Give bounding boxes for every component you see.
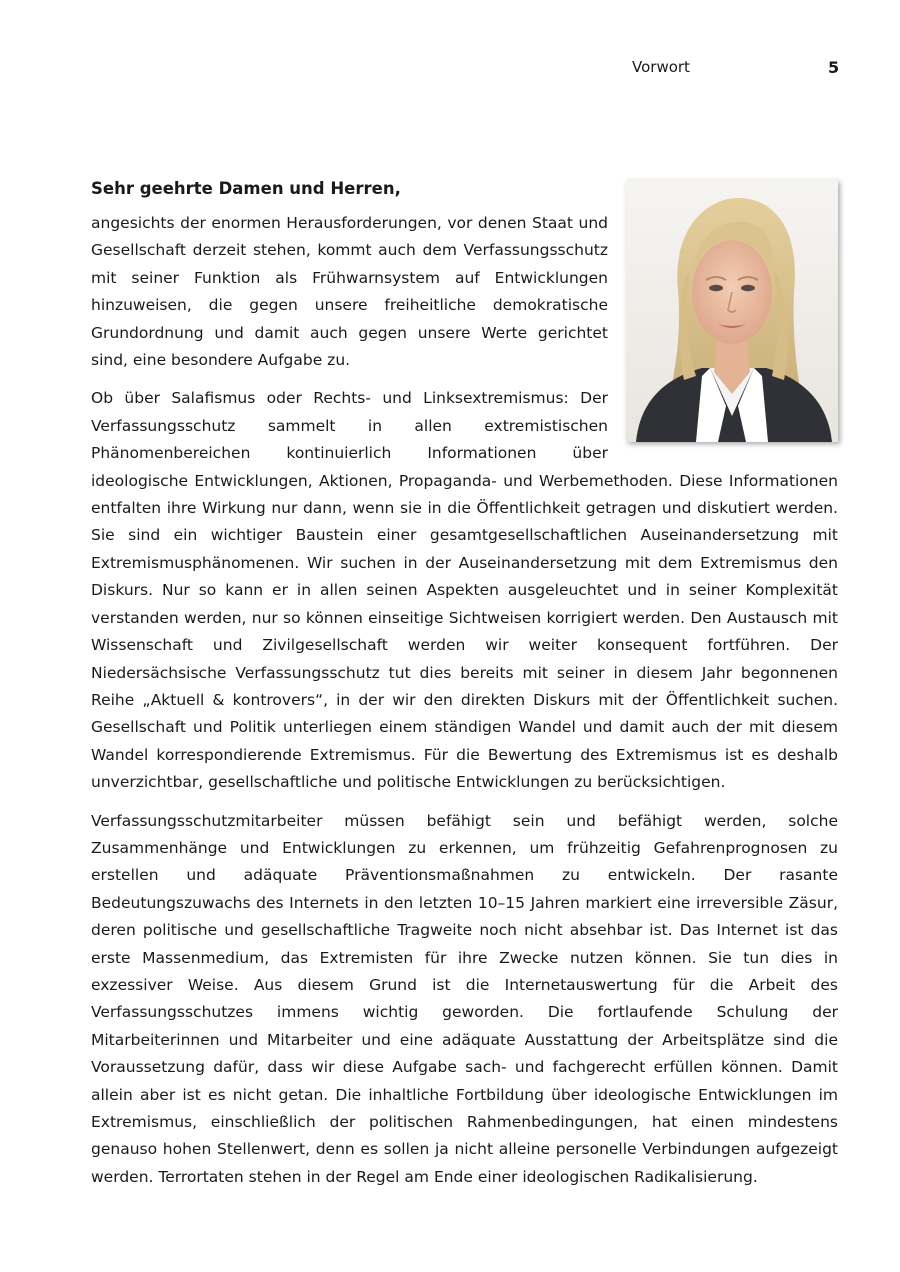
page-number: 5 <box>828 58 840 77</box>
author-portrait <box>626 180 838 442</box>
paragraph-2: Ob über Salafismus oder Rechts- und Linksextremismus: Der Verfassungsschutz sammelt in allen extremistischen Phänomenbereichen kontinuierlich Informationen über ideologische Entwicklungen, Aktionen, Propaganda- und Werbemethoden. Diese Informationen entfalten ihre Wirkung nur dann, wenn sie in die Öffentlichkeit getragen und diskutiert werden. Sie sind ein wichtiger Baustein einer gesamtgesellschaftlichen Auseinandersetzung mit Extremismusphänomenen. Wir suchen in der Auseinandersetzung mit dem Extremismus den Diskurs. Nur so kann er in allen seinen Aspekten ausgeleuchtet und in seiner Komplexität verstanden werden, nur so können einseitige Sichtweisen korrigiert werden. Den Austausch mit Wissenschaft und Zivilgesellschaft werden wir weiter konsequent fortführen. Der Niedersächsische Verfassungsschutz tut dies bereits mit seiner in diesem Jahr begonnenen Reihe „Aktuell & kontrovers“, in der wir den direkten Diskurs mit der Öffentlichkeit suchen. Gesellschaft und Politik unterliegen einem ständigen Wandel und damit auch der mit diesem Wandel korrespondierende Extremismus. Für die Bewertung des Extremismus ist es deshalb unverzichtbar, gesellschaftliche und politische Entwicklungen zu berücksichtigen. <box>91 389 838 792</box>
running-header <box>0 58 900 80</box>
section-title: Vorwort <box>632 58 690 76</box>
paragraph-3: Verfassungsschutzmitarbeiter müssen befähigt sein und befähigt werden, solche Zusammenhänge und Entwicklungen zu erkennen, um frühzeitig Gefahrenprognosen zu erstellen und adäquate Präventionsmaßnahmen zu entwickeln. Der rasante Bedeutungszuwachs des Internets in den letzten 10–15 Jahren markiert eine irreversible Zäsur, deren politische und gesellschaftliche Tragweite noch nicht absehbar ist. Das Internet ist das erste Massenmedium, das Extremisten für ihre Zwecke nutzen können. Sie tun dies in exzessiver Weise. Aus diesem Grund ist die Internetauswertung für die Arbeit des Verfassungsschutzes immens wichtig geworden. Die fortlaufende Schulung der Mitarbeiterinnen und Mitarbeiter und eine adäquate Ausstattung der Arbeitsplätze sind die Voraussetzung dafür, dass wir diese Aufgabe sach- und fachgerecht erfüllen können. Damit allein aber ist es nicht getan. Die inhaltliche Fortbildung über ideologische Entwicklungen im Extremismus, einschließlich der politischen Rahmenbedingungen, hat einen mindestens genauso hohen Stellenwert, denn es sollen ja nicht alleine personelle Verbindungen aufgezeigt werden. Terrortaten stehen in der Regel am Ende einer ideologischen Radikalisierung. <box>91 811 838 1186</box>
salutation: Sehr geehrte Damen und Herren, <box>91 179 401 198</box>
portrait-photo <box>626 180 838 442</box>
paragraph-1: angesichts der enormen Herausforderungen, vor denen Staat und Gesellschaft derzeit stehen, kommt auch dem Verfassungsschutz mit seiner Funktion als Frühwarnsystem auf Entwicklungen hinzuweisen, die gegen unsere freiheitliche demokratische Grundordnung und damit auch gegen unsere Werte gerichtet sind, eine besondere Aufgabe zu. <box>91 214 608 370</box>
foreword-body <box>91 172 838 1202</box>
